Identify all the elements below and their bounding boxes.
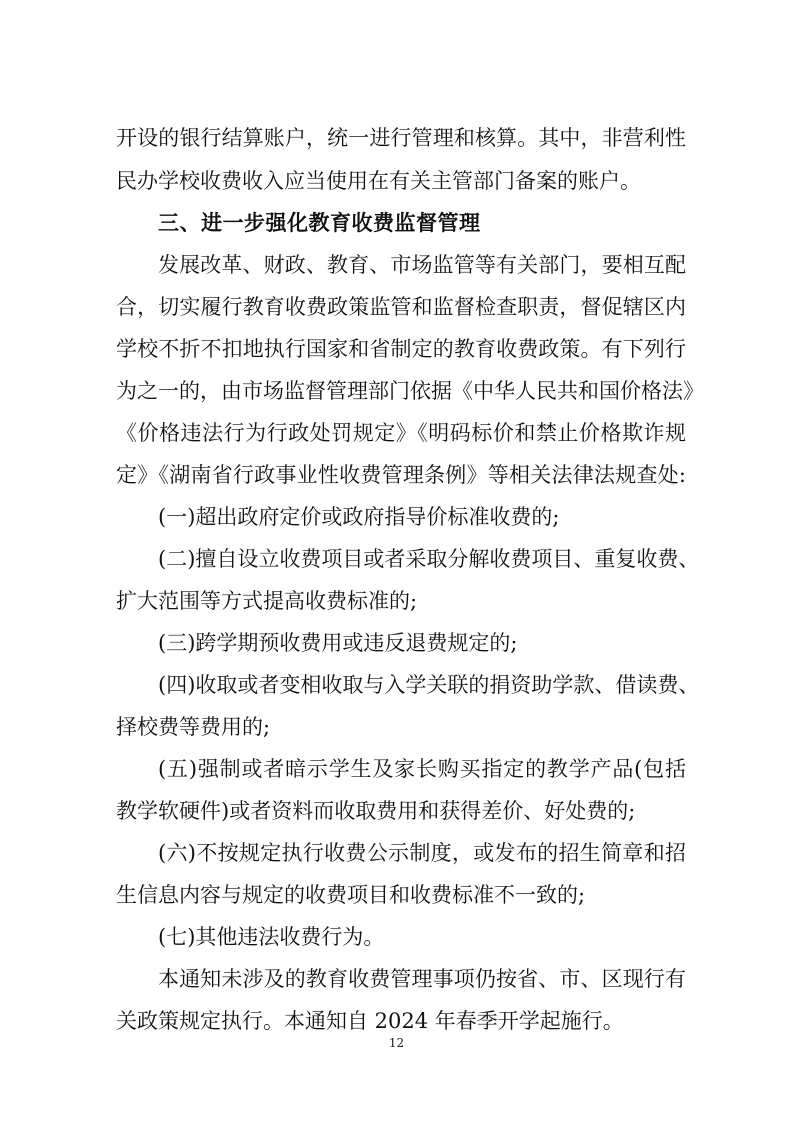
page-number: 12 [388, 1036, 405, 1050]
list-item-continuation: 择校费等费用的; [116, 715, 271, 739]
list-item-continuation: 生信息内容与规定的收费项目和收费标准不一致的; [116, 883, 586, 907]
paragraph-line: 《价格违法行为行政处罚规定》《明码标价和禁止价格欺诈规 [116, 421, 686, 445]
paragraph-line: 开设的银行结算账户，统一进行管理和核算。其中，非营利性 [116, 126, 686, 150]
paragraph-line: 为之一的，由市场监督管理部门依据《中华人民共和国价格法》 [116, 379, 704, 403]
paragraph-line: 合，切实履行教育收费政策监管和监督检查职责，督促辖区内 [116, 295, 686, 319]
list-item: (一)超出政府定价或政府指导价标准收费的; [158, 505, 560, 529]
list-item: (五)强制或者暗示学生及家长购买指定的教学产品(包括 [158, 757, 686, 781]
list-item: (四)收取或者变相收取与入学关联的捐资助学款、借读费、 [158, 673, 700, 697]
list-item: (六)不按规定执行收费公示制度，或发布的招生简章和招 [158, 841, 686, 865]
paragraph-line: 本通知未涉及的教育收费管理事项仍按省、市、区现行有 [158, 967, 686, 991]
list-item: (七)其他违法收费行为。 [158, 925, 385, 949]
list-item: (二)擅自设立收费项目或者采取分解收费项目、重复收费、 [158, 547, 700, 571]
list-item-continuation: 教学软硬件)或者资料而收取费用和获得差价、好处费的; [116, 799, 636, 823]
list-item: (三)跨学期预收费用或违反退费规定的; [158, 631, 518, 655]
paragraph-line: 定》《湖南省行政事业性收费管理条例》等相关法律法规查处: [116, 463, 686, 487]
paragraph-line: 发展改革、财政、教育、市场监管等有关部门，要相互配 [158, 253, 686, 277]
section-heading: 三、进一步强化教育收费监督管理 [158, 211, 481, 235]
list-item-continuation: 扩大范围等方式提高收费标准的; [116, 589, 418, 613]
paragraph-line: 民办学校收费收入应当使用在有关主管部门备案的账户。 [116, 169, 641, 193]
paragraph-line: 学校不折不扣地执行国家和省制定的教育收费政策。有下列行 [116, 337, 686, 361]
paragraph-line: 关政策规定执行。本通知自 2024 年春季开学起施行。 [116, 1009, 624, 1033]
